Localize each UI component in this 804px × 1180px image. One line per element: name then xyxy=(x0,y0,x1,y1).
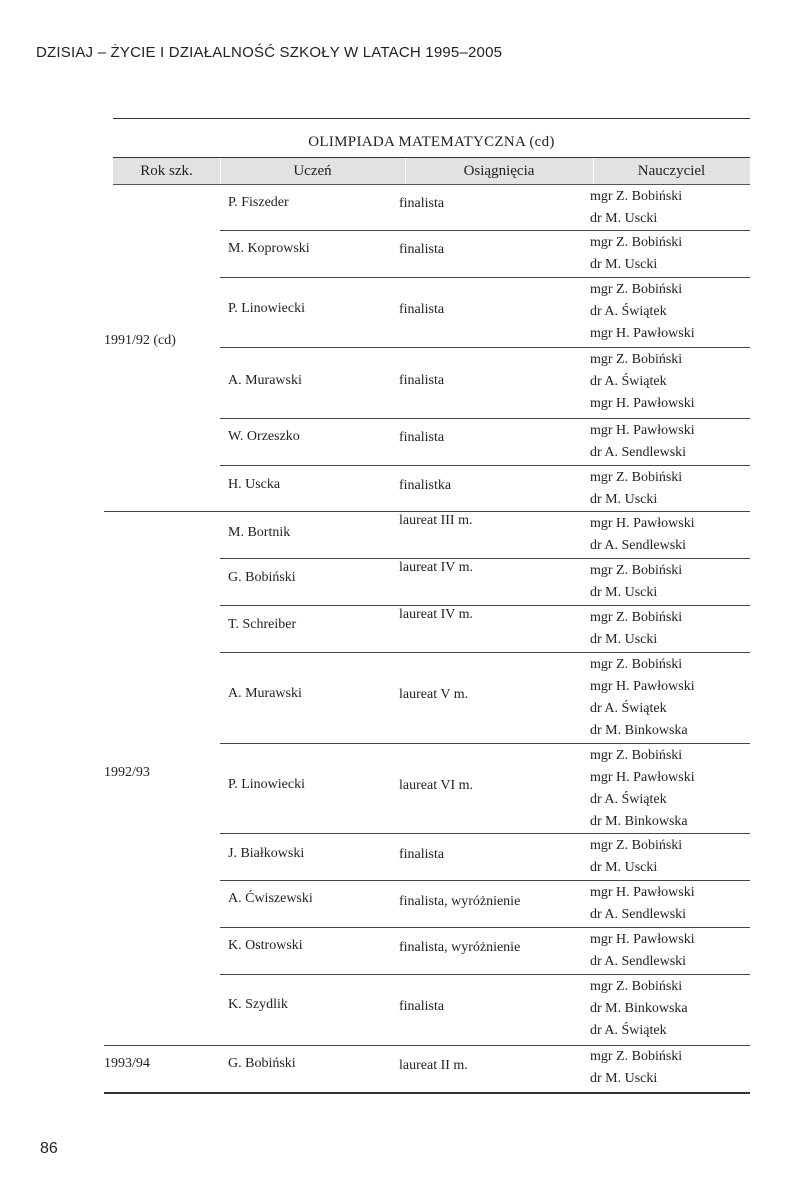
row-divider xyxy=(220,558,750,559)
student-name: H. Uscka xyxy=(228,477,281,492)
achievement: finalista xyxy=(399,302,445,317)
running-head: DZISIAJ – ŻYCIE I DZIAŁALNOŚĆ SZKOŁY W LATACH 1995–2005 xyxy=(36,44,503,61)
teacher-name: mgr H. Pawłowski xyxy=(590,932,695,947)
header-year: Rok szk. xyxy=(140,163,193,179)
teachers xyxy=(590,349,695,415)
achievement: laureat IV m. xyxy=(399,607,473,622)
teacher-name: mgr H. Pawłowski xyxy=(590,679,695,694)
row-divider xyxy=(220,277,750,278)
teacher-name: dr M. Uscki xyxy=(590,1071,658,1086)
achievement: finalista xyxy=(399,999,445,1014)
teacher-name: dr M. Binkowska xyxy=(590,1001,688,1016)
teacher-name: dr M. Uscki xyxy=(590,257,658,272)
row-divider xyxy=(220,927,750,928)
teacher-name: dr M. Uscki xyxy=(590,585,658,600)
teacher-name: dr M. Binkowska xyxy=(590,814,688,829)
row-divider xyxy=(220,743,750,744)
achievement: laureat V m. xyxy=(399,687,469,702)
teachers xyxy=(590,279,695,345)
teacher-name: mgr Z. Bobiński xyxy=(590,470,683,485)
student-name: M. Bortnik xyxy=(228,525,291,540)
teachers xyxy=(590,560,682,604)
achievement: finalista xyxy=(399,242,445,257)
teacher-name: mgr Z. Bobiński xyxy=(590,235,683,250)
year-label: 1993/94 xyxy=(104,1056,150,1071)
year-divider xyxy=(104,511,750,512)
teacher-name: dr A. Świątek xyxy=(590,374,667,389)
teacher-name: mgr Z. Bobiński xyxy=(590,657,683,672)
teacher-name: dr A. Świątek xyxy=(590,701,667,716)
row-divider xyxy=(220,418,750,419)
teacher-name: mgr Z. Bobiński xyxy=(590,352,683,367)
teachers xyxy=(590,420,695,464)
student-name: A. Murawski xyxy=(228,686,302,701)
teacher-name: mgr Z. Bobiński xyxy=(590,563,683,578)
year-label: 1991/92 (cd) xyxy=(104,333,176,348)
teacher-name: dr A. Sendlewski xyxy=(590,445,687,460)
teacher-name: dr M. Binkowska xyxy=(590,723,688,738)
header-student: Uczeń xyxy=(293,163,332,179)
row-divider xyxy=(220,652,750,653)
teacher-name: mgr H. Pawłowski xyxy=(590,885,695,900)
page-number: 86 xyxy=(40,1140,58,1157)
teachers xyxy=(590,607,682,651)
year-label: 1992/93 xyxy=(104,765,150,780)
row-divider xyxy=(220,230,750,231)
header-achievement: Osiągnięcia xyxy=(463,163,535,179)
student-name: T. Schreiber xyxy=(228,617,297,632)
teacher-name: mgr Z. Bobiński xyxy=(590,748,683,763)
student-name: P. Fiszeder xyxy=(228,195,289,210)
teacher-name: mgr H. Pawłowski xyxy=(590,326,695,341)
achievement: finalista xyxy=(399,430,445,445)
student-name: A. Ćwiszewski xyxy=(228,891,313,906)
row-divider xyxy=(220,833,750,834)
top-rule xyxy=(113,118,750,119)
achievement: finalista xyxy=(399,373,445,388)
teachers xyxy=(590,929,695,973)
teachers xyxy=(590,1046,682,1090)
teacher-name: mgr H. Pawłowski xyxy=(590,516,695,531)
row-divider xyxy=(220,880,750,881)
teacher-name: dr A. Świątek xyxy=(590,304,667,319)
table-title: OLIMPIADA MATEMATYCZNA (cd) xyxy=(308,134,555,150)
student-name: G. Bobiński xyxy=(228,1056,296,1071)
teacher-name: mgr Z. Bobiński xyxy=(590,610,683,625)
teacher-name: mgr H. Pawłowski xyxy=(590,423,695,438)
teachers xyxy=(590,513,695,557)
achievement: finalista xyxy=(399,847,445,862)
achievement: finalista, wyróżnienie xyxy=(399,894,521,909)
row-divider xyxy=(220,974,750,975)
teacher-name: dr M. Uscki xyxy=(590,211,658,226)
teacher-name: mgr Z. Bobiński xyxy=(590,838,683,853)
teacher-name: dr M. Uscki xyxy=(590,632,658,647)
teacher-name: mgr Z. Bobiński xyxy=(590,282,683,297)
teachers xyxy=(590,186,682,230)
teacher-name: mgr Z. Bobiński xyxy=(590,189,683,204)
student-name: W. Orzeszko xyxy=(228,429,300,444)
teacher-name: dr A. Sendlewski xyxy=(590,954,687,969)
teacher-name: mgr H. Pawłowski xyxy=(590,396,695,411)
row-divider xyxy=(220,465,750,466)
row-divider xyxy=(220,347,750,348)
teacher-name: dr A. Sendlewski xyxy=(590,907,687,922)
teacher-name: dr A. Świątek xyxy=(590,792,667,807)
student-name: J. Białkowski xyxy=(228,846,305,861)
teachers xyxy=(590,232,682,276)
header-teacher: Nauczyciel xyxy=(637,163,706,179)
teacher-name: mgr Z. Bobiński xyxy=(590,979,683,994)
bottom-rule xyxy=(104,1092,750,1094)
table-header xyxy=(113,157,750,185)
student-name: P. Linowiecki xyxy=(228,777,305,792)
teacher-name: dr M. Uscki xyxy=(590,492,658,507)
row-divider xyxy=(220,605,750,606)
achievement: laureat IV m. xyxy=(399,560,473,575)
teachers xyxy=(590,882,695,926)
student-name: K. Ostrowski xyxy=(228,938,303,953)
teachers xyxy=(590,745,695,833)
achievement: finalista, wyróżnienie xyxy=(399,940,521,955)
teacher-name: dr M. Uscki xyxy=(590,860,658,875)
achievement: laureat III m. xyxy=(399,513,473,528)
teachers xyxy=(590,835,682,879)
teachers xyxy=(590,976,688,1042)
achievement: finalista xyxy=(399,196,445,211)
student-name: K. Szydlik xyxy=(228,997,288,1012)
student-name: G. Bobiński xyxy=(228,570,296,585)
student-name: P. Linowiecki xyxy=(228,301,305,316)
teachers xyxy=(590,467,682,511)
student-name: M. Koprowski xyxy=(228,241,310,256)
teacher-name: mgr H. Pawłowski xyxy=(590,770,695,785)
teachers xyxy=(590,654,695,742)
teacher-name: dr A. Świątek xyxy=(590,1023,667,1038)
student-name: A. Murawski xyxy=(228,373,302,388)
achievement: finalistka xyxy=(399,478,452,493)
teacher-name: dr A. Sendlewski xyxy=(590,538,687,553)
achievement: laureat II m. xyxy=(399,1058,468,1073)
achievement: laureat VI m. xyxy=(399,778,473,793)
teacher-name: mgr Z. Bobiński xyxy=(590,1049,683,1064)
